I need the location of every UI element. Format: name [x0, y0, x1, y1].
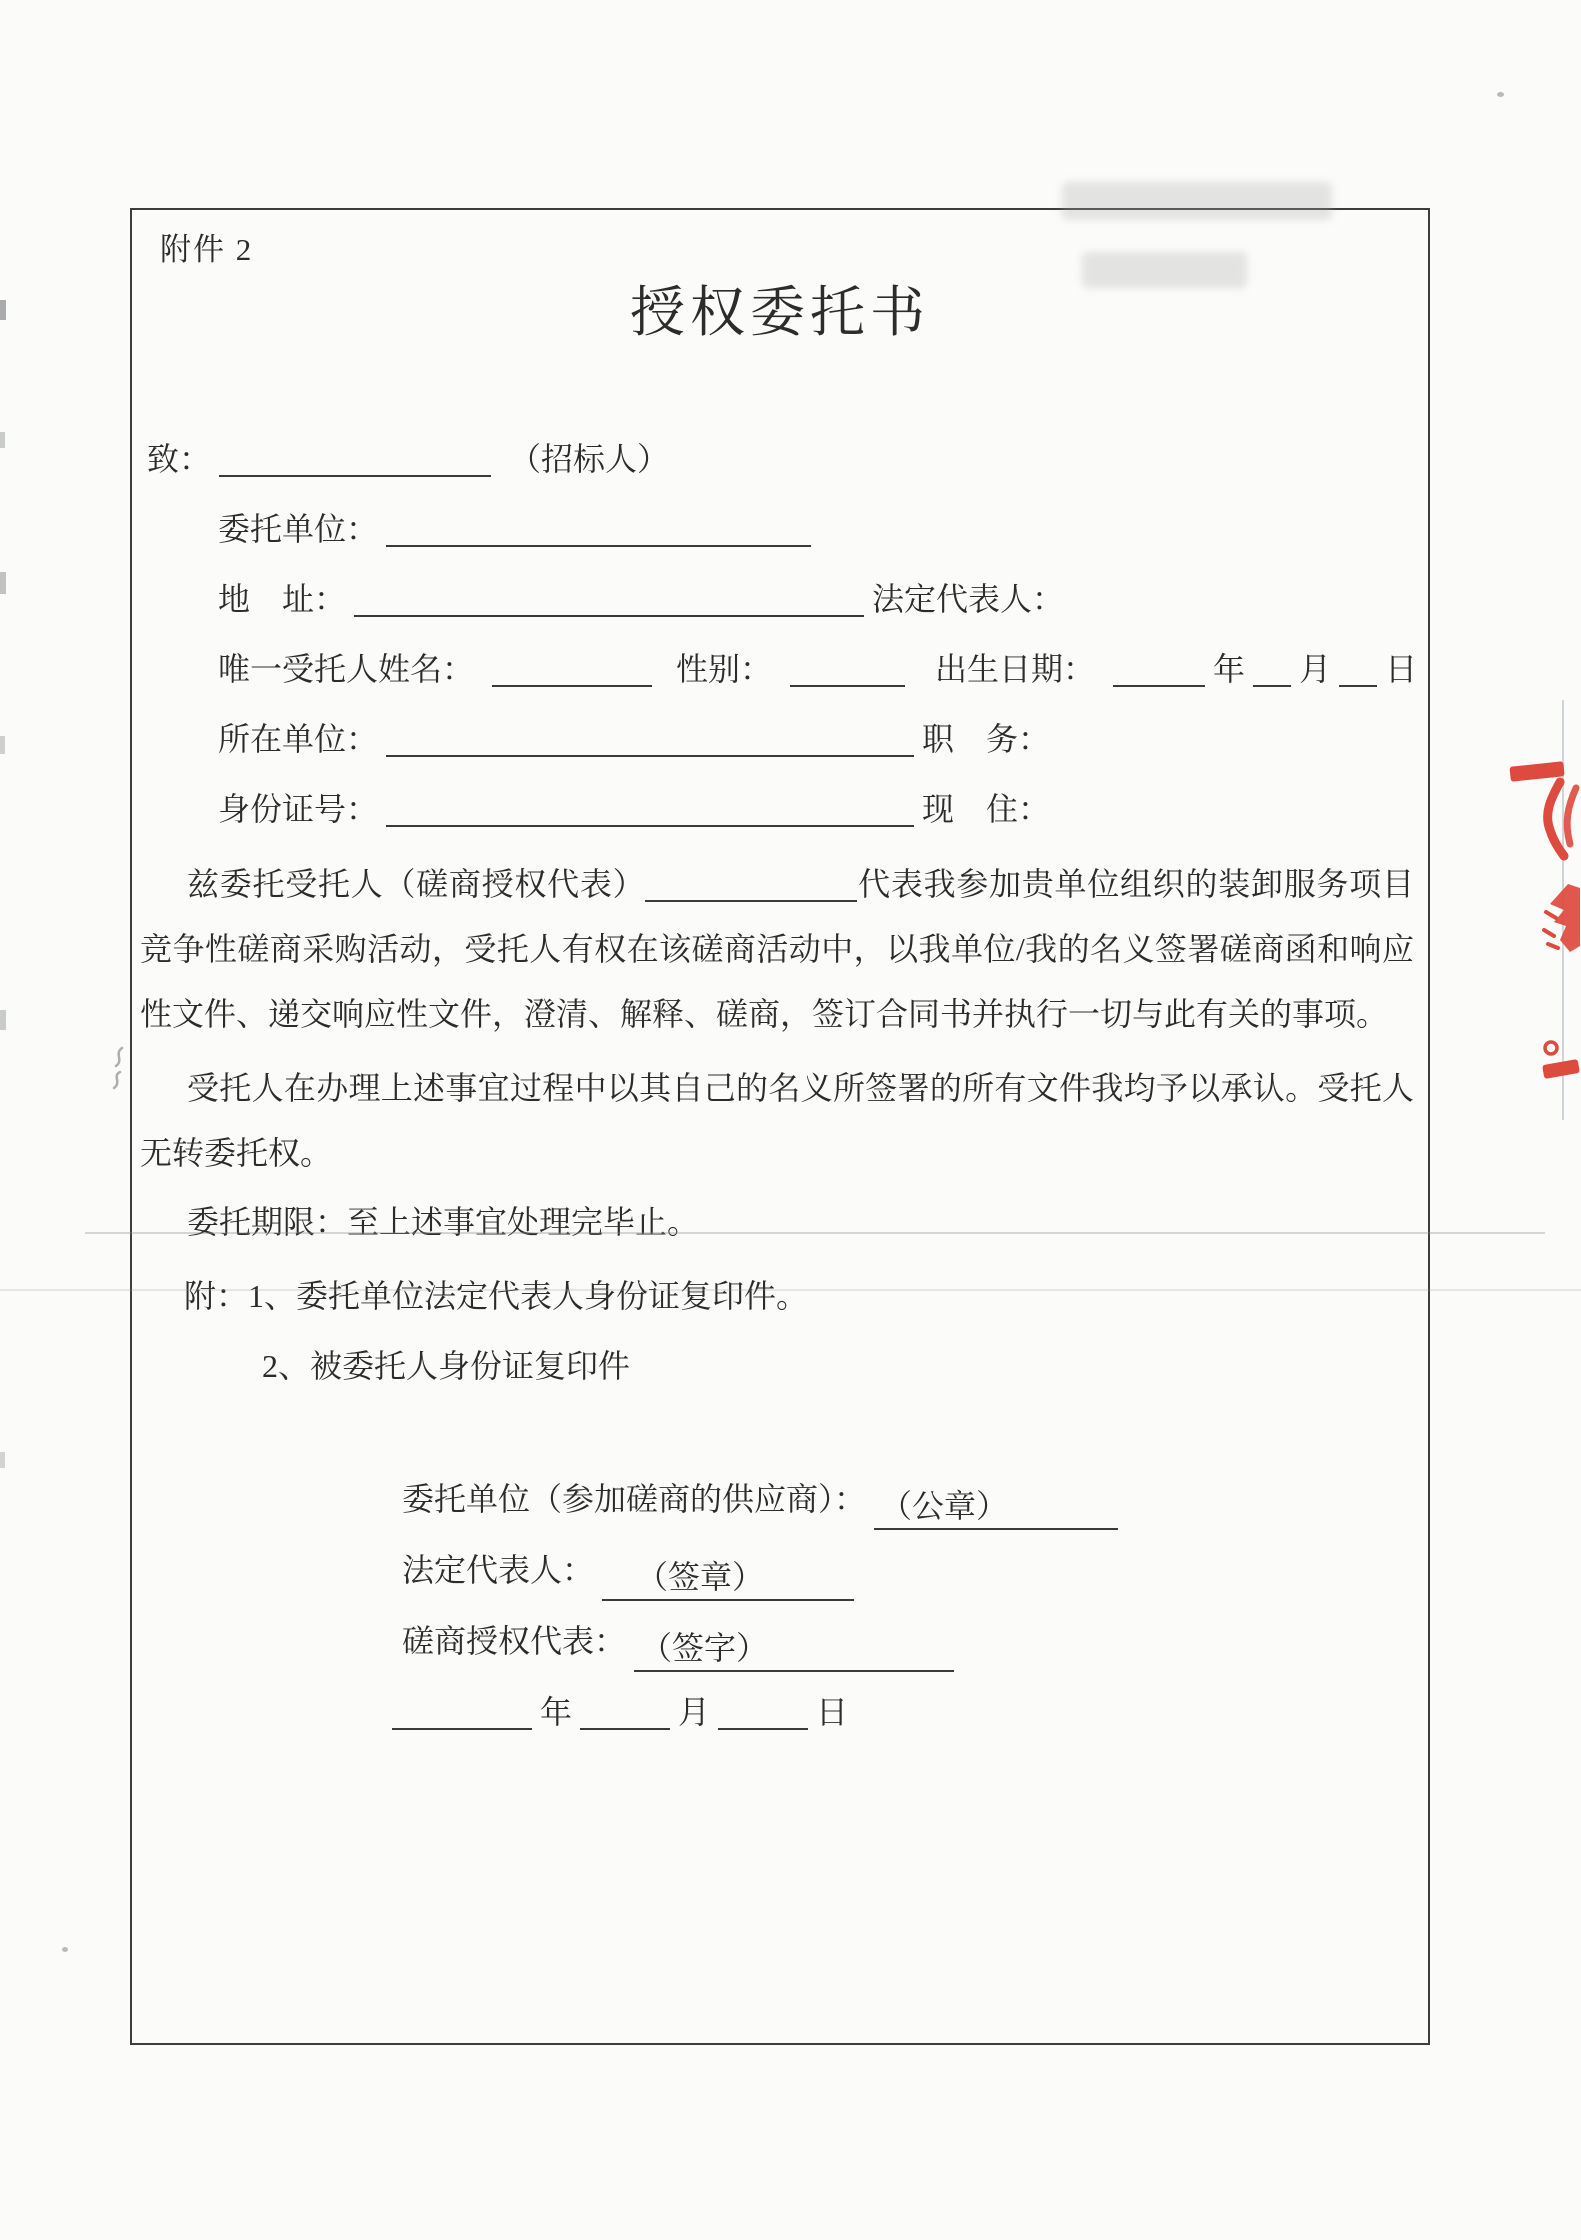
- attachment-item-1: [184, 1274, 808, 1318]
- date-day-blank-line: [718, 1692, 808, 1730]
- to-blank-line: [219, 439, 491, 477]
- signature-rep-label: 法定代表人：: [402, 1552, 595, 1588]
- birth-day-label: 日: [1385, 651, 1418, 687]
- scan-noise-mark: [0, 1452, 5, 1468]
- attachment-item-2-text: 2、被委托人身份证复印件: [262, 1348, 631, 1384]
- signature-date-row: [392, 1690, 848, 1734]
- scan-noise-mark: [0, 736, 5, 754]
- date-month-blank-line: [580, 1692, 670, 1730]
- scan-noise-squiggle: [108, 1046, 130, 1090]
- scan-noise-mark: [62, 1947, 68, 1952]
- authorization-paragraph: [140, 852, 1414, 1047]
- trustee-name-label: 唯一受托人姓名：: [218, 651, 475, 687]
- entrust-unit-label: 委托单位：: [218, 511, 379, 547]
- work-unit-blank-line: [386, 719, 914, 757]
- trustee-name-blank-line: [492, 649, 652, 687]
- attachment-item-1-text: 附：1、委托单位法定代表人身份证复印件。: [184, 1278, 809, 1314]
- entrust-unit-blank-line: [386, 509, 811, 547]
- birth-month-blank-line: [1253, 649, 1291, 687]
- red-seal-fragment-top-icon: [1498, 752, 1581, 862]
- gender-blank-line: [790, 649, 905, 687]
- gender-label: 性别：: [676, 651, 773, 687]
- scan-noise-mark: [1497, 92, 1504, 97]
- term-line: [187, 1200, 699, 1244]
- work-unit-label: 所在单位：: [218, 721, 379, 757]
- signature-rep-seal-line: [602, 1555, 854, 1601]
- signature-unit-seal-line: [874, 1484, 1118, 1530]
- birth-day-blank-line: [1339, 649, 1377, 687]
- bleedthrough-smudge: [1082, 252, 1247, 288]
- position-label: 职 务：: [922, 721, 1051, 757]
- signature-agent-seal-line: [634, 1626, 954, 1672]
- id-number-blank-line: [386, 789, 914, 827]
- birth-month-label: 月: [1299, 651, 1332, 687]
- scan-noise-mark: [0, 300, 6, 320]
- birth-date-label: 出生日期：: [935, 651, 1096, 687]
- red-seal-fragment-middle-icon: [1540, 882, 1581, 954]
- work-unit-row: [218, 717, 1050, 761]
- para1-text-before: 兹委托受托人（磋商授权代表）: [187, 866, 646, 902]
- date-month-label: 月: [678, 1694, 711, 1730]
- red-seal-fragment-bottom-icon: [1533, 1038, 1581, 1084]
- address-label: 地 址：: [218, 581, 347, 617]
- address-row: [218, 577, 1064, 621]
- date-day-label: 日: [816, 1694, 849, 1730]
- birth-year-blank-line: [1113, 649, 1205, 687]
- agent-name-blank-line: [645, 864, 857, 902]
- scan-artifact-line: [85, 1232, 1545, 1234]
- para2-text: 受托人在办理上述事宜过程中以其自己的名义所签署的所有文件我均予以承认。受托人无转委托权。: [140, 1070, 1414, 1171]
- to-line: [147, 437, 669, 481]
- document-title: 授权委托书: [629, 282, 930, 343]
- signature-unit-row: [402, 1477, 1118, 1530]
- to-label: 致：: [147, 441, 212, 477]
- signature-rep-seal-text: （签章）: [636, 1559, 765, 1595]
- signature-unit-label: 委托单位（参加磋商的供应商）：: [402, 1481, 867, 1517]
- document-border-box: [130, 208, 1430, 2045]
- signature-unit-seal-text: （公章）: [880, 1488, 1009, 1524]
- signature-agent-label: 磋商授权代表：: [402, 1623, 627, 1659]
- attachment-label: 附件 2: [160, 232, 254, 267]
- acknowledgement-paragraph: [140, 1056, 1414, 1186]
- residence-label: 现 住：: [922, 791, 1051, 827]
- date-year-blank-line: [392, 1692, 532, 1730]
- date-year-label: 年: [540, 1694, 573, 1730]
- scan-noise-mark: [0, 572, 6, 594]
- signature-agent-seal-text: （签字）: [640, 1630, 769, 1666]
- scan-noise-mark: [0, 1010, 6, 1030]
- id-number-row: [218, 787, 1050, 831]
- scan-noise-mark: [0, 432, 5, 448]
- para1-text-after: 代表我参加贵单位组织的装卸服务项目竞争性磋商采购活动，受托人有权在该磋商活动中，以我单位/我的名义签署磋商函和响应性文件、递交响应性文件，澄清、解释、磋商，签订合同书并执行一切与此有关的事项。: [140, 866, 1414, 1032]
- term-text: 委托期限：至上述事宜处理完毕止。: [187, 1204, 700, 1240]
- address-blank-line: [354, 579, 864, 617]
- birth-year-label: 年: [1213, 651, 1246, 687]
- to-suffix: （招标人）: [509, 441, 670, 477]
- signature-agent-row: [402, 1619, 954, 1672]
- trustee-row: [218, 647, 1417, 691]
- entrust-unit-row: [218, 507, 811, 551]
- attachment-item-2: [262, 1344, 630, 1388]
- legal-rep-label: 法定代表人：: [872, 581, 1065, 617]
- signature-rep-row: [402, 1548, 854, 1601]
- bleedthrough-smudge: [1062, 182, 1332, 220]
- id-number-label: 身份证号：: [218, 791, 379, 827]
- scan-artifact-line: [0, 1289, 1581, 1291]
